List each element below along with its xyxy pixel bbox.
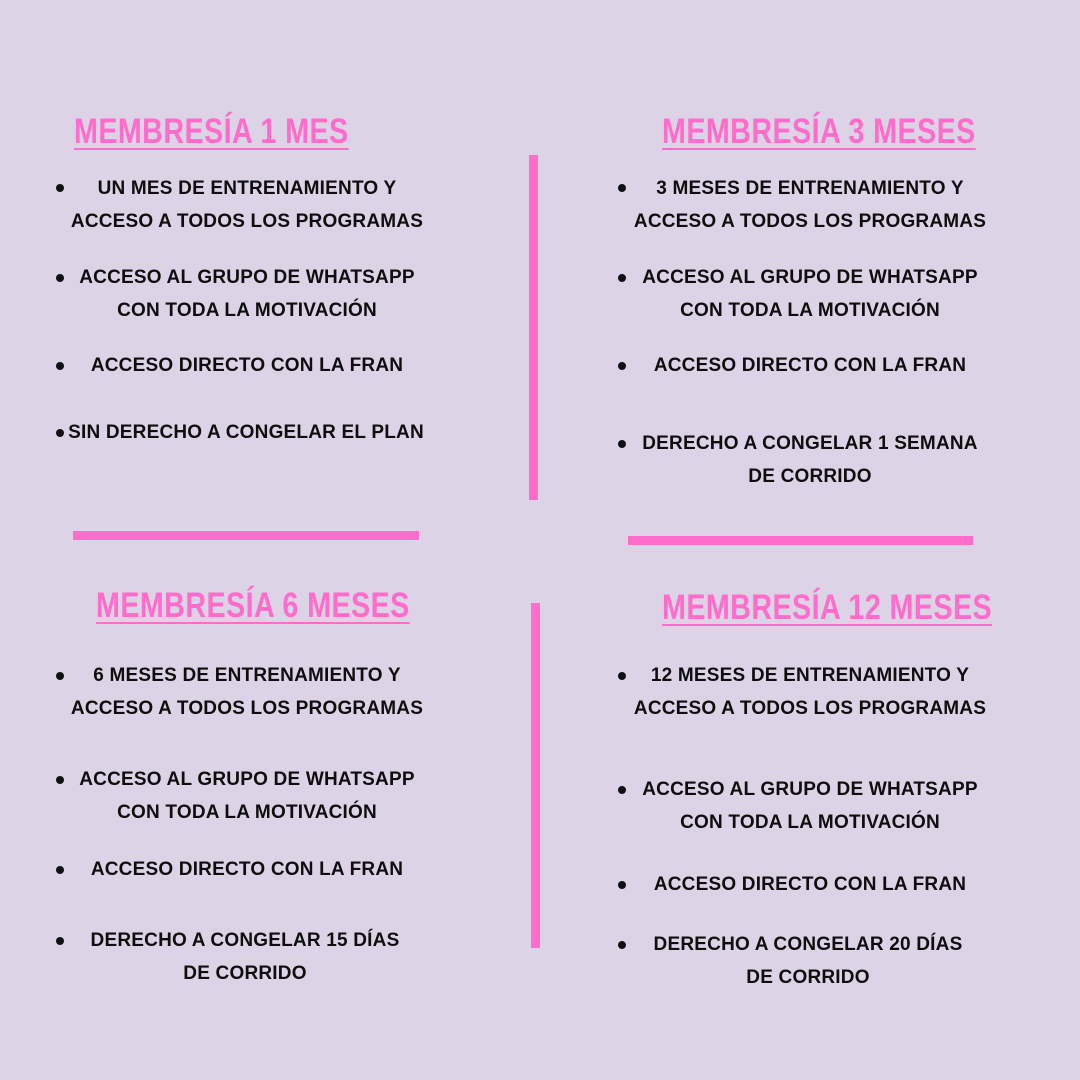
plan-1-bullet-2: [56, 274, 64, 282]
plan-1-bullet-3: [56, 362, 64, 370]
plan-2-item-2-line-2: CON TODA LA MOTIVACIÓN: [680, 300, 940, 321]
plan-3-item-1: [71, 659, 423, 725]
plan-3-item-4-line-2: DE CORRIDO: [183, 963, 307, 984]
plan-3-title: MEMBRESÍA 6 MESES: [96, 586, 410, 625]
plan-4-item-4: [654, 928, 963, 994]
plan-1-bullet-4: [56, 429, 64, 437]
vertical-divider-top: [529, 155, 538, 500]
plan-1-item-2-line-2: CON TODA LA MOTIVACIÓN: [117, 300, 377, 321]
plan-4-item-4-line-1: DERECHO A CONGELAR 20 DÍAS: [653, 934, 963, 955]
plan-4-item-3-line-1: ACCESO DIRECTO CON LA FRAN: [653, 874, 967, 895]
plan-3-bullet-2: [56, 776, 64, 784]
plan-4-bullet-2: [618, 786, 626, 794]
vertical-divider-bottom: [531, 603, 540, 948]
plan-2-item-3: [654, 349, 966, 382]
plan-4-item-2-line-2: CON TODA LA MOTIVACIÓN: [680, 812, 940, 833]
plan-1-item-1-line-1: UN MES DE ENTRENAMIENTO Y: [97, 178, 397, 199]
plan-4-item-2-line-1: ACCESO AL GRUPO DE WHATSAPP: [642, 779, 978, 800]
plan-2-bullet-2: [618, 274, 626, 282]
plan-1-item-2: [79, 261, 414, 327]
plan-4-bullet-4: [618, 941, 626, 949]
plan-2-title: MEMBRESÍA 3 MESES: [662, 112, 976, 151]
plan-4-item-4-line-2: DE CORRIDO: [746, 967, 870, 988]
plan-1-item-2-line-1: ACCESO AL GRUPO DE WHATSAPP: [79, 267, 415, 288]
plan-4-item-2: [642, 773, 977, 839]
plan-1-item-1: [71, 172, 423, 238]
plan-4-bullet-1: [618, 672, 626, 680]
horizontal-divider-left: [73, 531, 419, 540]
plan-4-title: MEMBRESÍA 12 MESES: [662, 588, 993, 627]
plan-3-bullet-1: [56, 672, 64, 680]
plan-4-item-3: [654, 868, 966, 901]
plan-2-bullet-1: [618, 184, 626, 192]
plan-3-item-2-line-1: ACCESO AL GRUPO DE WHATSAPP: [79, 769, 415, 790]
plan-3-item-1-line-2: ACCESO A TODOS LOS PROGRAMAS: [70, 698, 424, 719]
plan-1-item-3-line-1: ACCESO DIRECTO CON LA FRAN: [90, 355, 404, 376]
plan-3-bullet-4: [56, 937, 64, 945]
plan-3-item-3: [91, 853, 403, 886]
plan-2-item-4-line-2: DE CORRIDO: [748, 466, 872, 487]
plan-1-item-4: [68, 416, 424, 449]
plan-3-item-1-line-1: 6 MESES DE ENTRENAMIENTO Y: [93, 665, 401, 686]
plan-2-item-1: [634, 172, 986, 238]
plan-1-item-4-line-1: SIN DERECHO A CONGELAR EL PLAN: [68, 422, 424, 443]
plan-3-item-4-line-1: DERECHO A CONGELAR 15 DÍAS: [90, 930, 400, 951]
plan-3-item-2-line-2: CON TODA LA MOTIVACIÓN: [117, 802, 377, 823]
plan-4-bullet-3: [618, 881, 626, 889]
plan-2-item-2: [642, 261, 977, 327]
plan-1-item-1-line-2: ACCESO A TODOS LOS PROGRAMAS: [70, 211, 424, 232]
plan-2-item-4-line-1: DERECHO A CONGELAR 1 SEMANA: [642, 433, 978, 454]
plan-2-bullet-4: [618, 440, 626, 448]
plan-1-title: MEMBRESÍA 1 MES: [74, 112, 349, 151]
plan-2-item-3-line-1: ACCESO DIRECTO CON LA FRAN: [653, 355, 967, 376]
plan-3-bullet-3: [56, 866, 64, 874]
plan-3-item-4: [91, 924, 400, 990]
plan-1-item-3: [91, 349, 403, 382]
plan-1-bullet-1: [56, 184, 64, 192]
plan-3-item-3-line-1: ACCESO DIRECTO CON LA FRAN: [90, 859, 404, 880]
plan-2-item-1-line-2: ACCESO A TODOS LOS PROGRAMAS: [633, 211, 987, 232]
horizontal-divider-right: [628, 536, 973, 545]
plan-2-item-2-line-1: ACCESO AL GRUPO DE WHATSAPP: [642, 267, 978, 288]
plan-2-item-1-line-1: 3 MESES DE ENTRENAMIENTO Y: [656, 178, 964, 199]
plan-4-item-1-line-2: ACCESO A TODOS LOS PROGRAMAS: [633, 698, 987, 719]
plan-3-item-2: [79, 763, 414, 829]
plan-4-item-1-line-1: 12 MESES DE ENTRENAMIENTO Y: [650, 665, 970, 686]
plan-4-item-1: [634, 659, 986, 725]
plan-2-item-4: [642, 427, 977, 493]
plan-2-bullet-3: [618, 362, 626, 370]
